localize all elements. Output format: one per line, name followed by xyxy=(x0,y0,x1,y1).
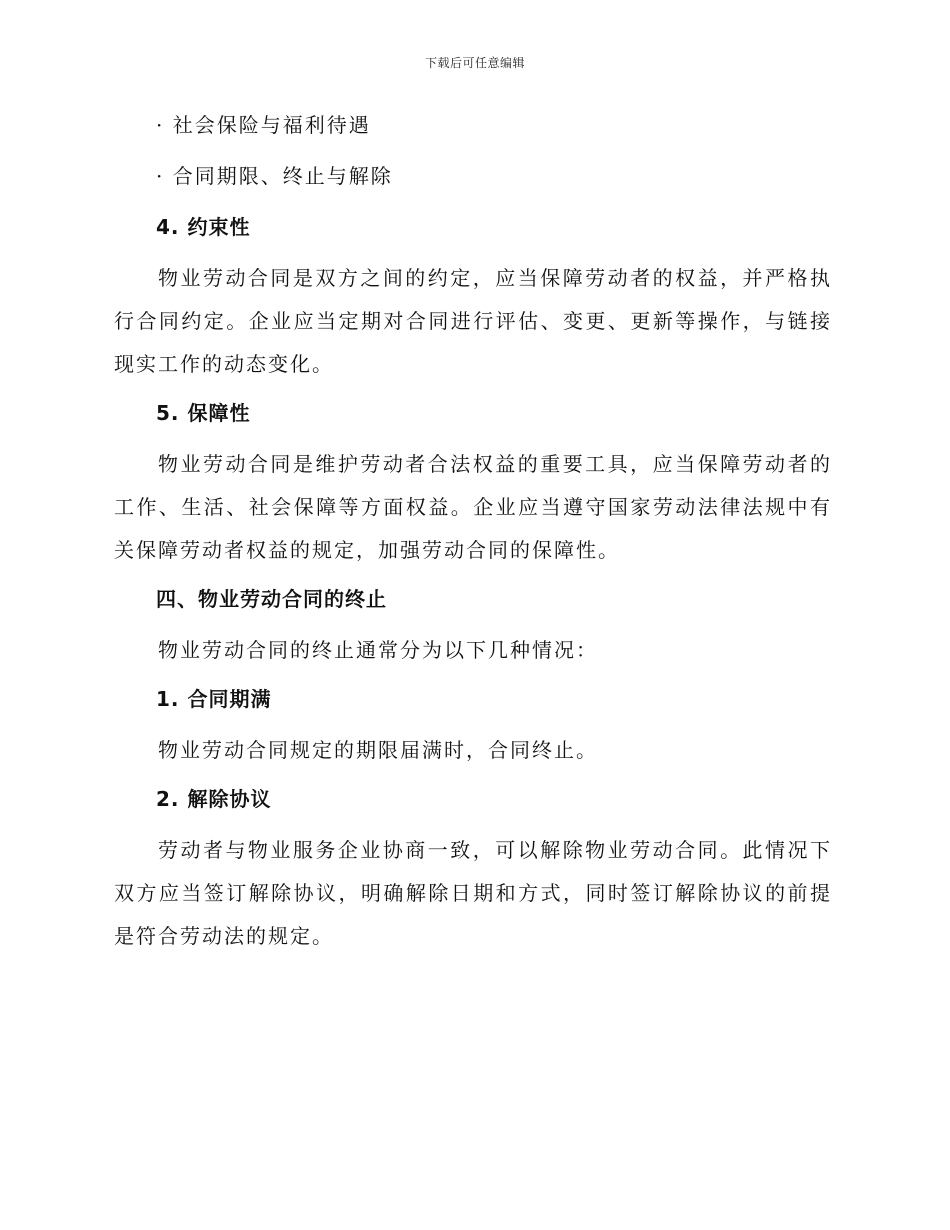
bullet-social-insurance: · 社会保险与福利待遇 xyxy=(156,113,371,137)
section-heading-binding: 4. 约束性 xyxy=(156,215,251,239)
paragraph-termination-intro: 物业劳动合同的终止通常分为以下几种情况： xyxy=(158,638,598,662)
page-header: 下载后可任意编辑 xyxy=(424,56,525,70)
paragraph-agreement: 劳动者与物业服务企业协商一致，可以解除物业劳动合同。此情况下双方应当签订解除协议，明确解除日期和方式，同时签订解除协议的前提是符合劳动法的规定。 xyxy=(114,838,832,948)
section-heading-protection: 5. 保障性 xyxy=(156,401,251,425)
bullet-contract-term: · 合同期限、终止与解除 xyxy=(156,164,393,188)
paragraph-protection: 物业劳动合同是维护劳动者合法权益的重要工具，应当保障劳动者的工作、生活、社会保障等方面权益。企业应当遵守国家劳动法律法规中有关保障劳动者权益的规定，加强劳动合同的保障性。 xyxy=(114,452,832,562)
chapter-heading-termination: 四、物业劳动合同的终止 xyxy=(156,587,387,611)
paragraph-expiry: 物业劳动合同规定的期限届满时，合同终止。 xyxy=(158,738,598,762)
item-heading-agreement: 2. 解除协议 xyxy=(156,787,272,811)
document-body xyxy=(114,108,832,968)
paragraph-binding: 物业劳动合同是双方之间的约定，应当保障劳动者的权益，并严格执行合同约定。企业应当定期对合同进行评估、变更、更新等操作，与链接现实工作的动态变化。 xyxy=(114,266,832,376)
item-heading-expiry: 1. 合同期满 xyxy=(156,687,272,711)
